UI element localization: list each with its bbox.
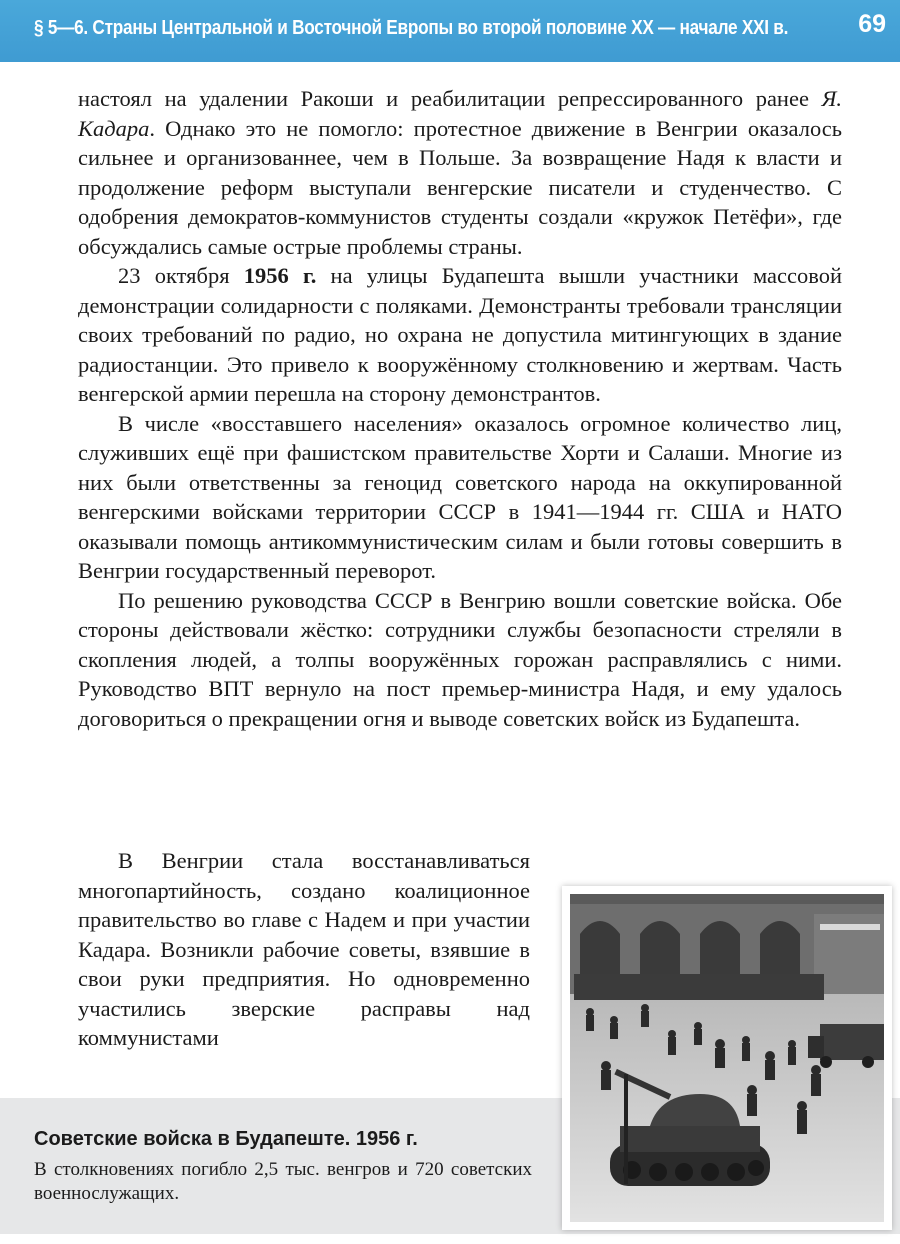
page-number: 69 <box>858 10 886 38</box>
paragraph-1 <box>78 84 842 261</box>
caption-title: Советские войска в Будапеште. 1956 г. <box>34 1128 418 1150</box>
paragraph-3: В числе «восставшего населения» оказалось огромное количество лиц, служивших ещё при фашистском правительстве Хорти и Салаши. Многие из них были ответственны за геноцид советского народа на оккупированной венгерскими войсками территории СССР в 1941—1944 гг. США и НАТО оказывали помощь антикоммунистическим силам и были готовы совершить в Венгрии государственный переворот. <box>78 410 842 583</box>
photo-frame <box>562 886 892 1230</box>
paragraph-2-start: 23 октября <box>118 263 244 288</box>
paragraph-2-end: на улицы Будапешта вышли участники массовой демонстрации солидарности с поляками. Демонстранты требовали трансляции своих требований по радио, но охрана не допустила митингующих в здание радиостанции. Это привело к вооружённому столкновению и жертвам. Часть венгерской армии перешла на сторону демонстрантов. <box>78 263 843 406</box>
lamp-post <box>624 1074 628 1184</box>
paragraph-1-start: настоял на удалении Ракоши и реабилитации репрессированного ранее <box>78 86 822 111</box>
person-name: Я. Кадара <box>78 86 842 141</box>
key-year: 1956 г. <box>243 263 317 288</box>
wrapped-text <box>78 846 530 1053</box>
paragraph-4: По решению руководства СССР в Венгрию вошли советские войска. Обе стороны действовали жёстко: сотрудники службы безопасности стреляли в скопления людей, а толпы вооружённых горожан расправлялись с ними. Руководство ВПТ вернуло на пост премьер-министра Надя, и ему удалось договориться о прекращении огня и выводе советских войск из Будапешта. <box>78 587 842 731</box>
section-title: § 5—6. Страны Центральной и Восточной Европы во второй половине XX — начале XXI в. <box>34 17 789 39</box>
paragraph-5: В Венгрии стала восстанавливаться многопартийность, создано коалиционное правительство во главе с Надем и при участии Кадара. Возникли рабочие советы, взявшие в свои руки предприятия. Но одновременно участились зверские расправы над коммунистами <box>78 848 530 1050</box>
page-header <box>0 0 900 62</box>
caption-text: В столкновениях погибло 2,5 тыс. венгров и 720 советских военнослужащих. <box>34 1159 532 1204</box>
paragraph-1-end: . Однако это не помогло: протестное движение в Венгрии оказалось сильнее и организованнее, чем в Польше. За возвращение Надя к власти и продолжение реформ выступали венгерские писатели и студенчество. С одобрения демократов-коммунистов студенты создали «кружок Петёфи», где обсуждались самые острые проблемы страны. <box>78 115 842 259</box>
paragraph-2 <box>78 261 842 409</box>
photo-budapest-tank <box>570 894 884 1222</box>
main-text <box>78 84 842 733</box>
